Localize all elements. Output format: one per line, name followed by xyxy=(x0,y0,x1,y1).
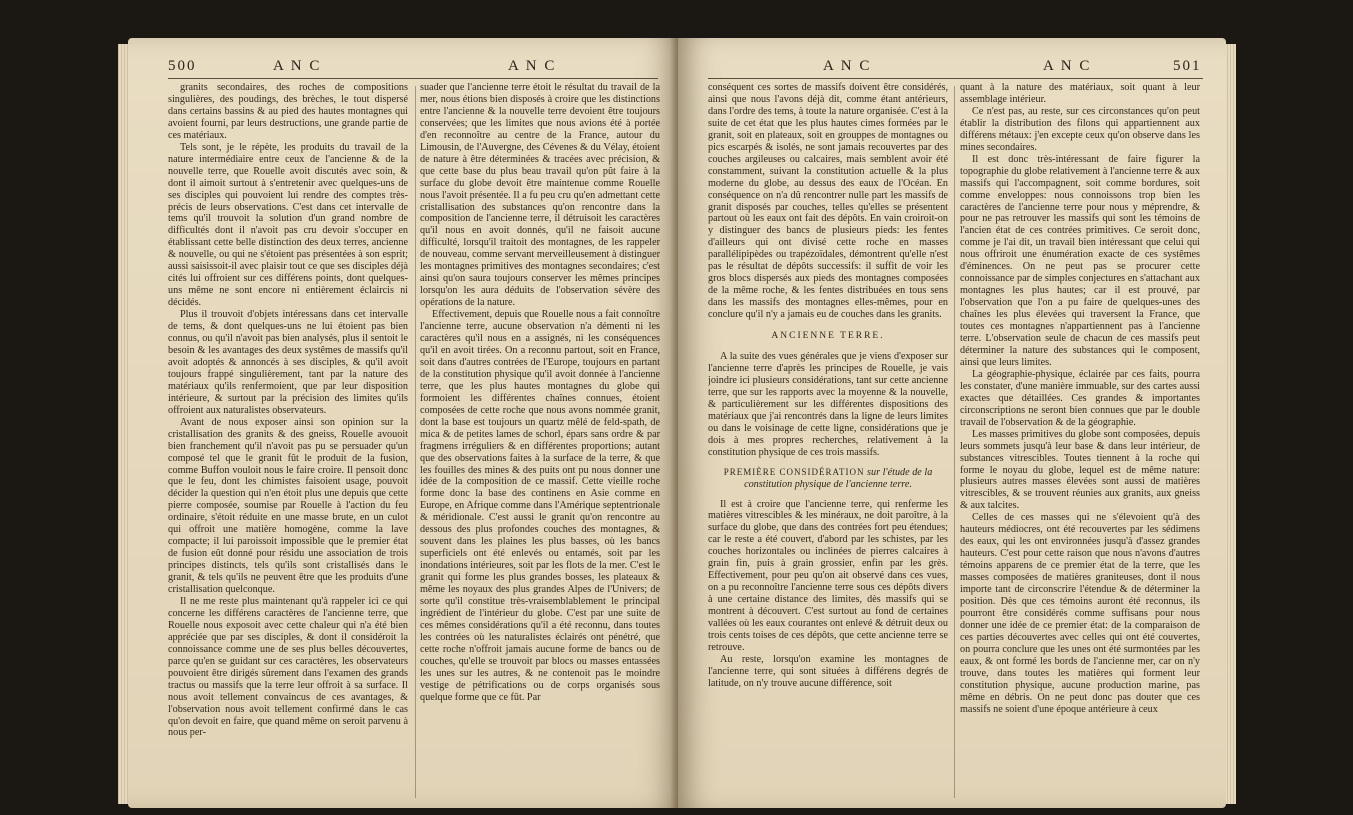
paragraph: Tels sont, je le répète, les produits du travail de la nature intermédiaire entre ceux de l'ancienne & de la nouvelle terre, que Rouelle avoit discutés avec soin, & dont il aimoit surtout à s'entretenir avec quelques-uns de ses disciples qui pouvoient lui rendre des comptes très-précis de leurs observations. C'est dans cet intervalle de tems qu'il trouvoit la solution d'un grand nombre de difficultés dont il n'avoit pas cru devoir s'occuper en établissant cette belle distinction des deux terres, ancienne & nouvelle, ou qui ne s'étoient pas présentées à son esprit; aussi saisissoit-il avec plaisir tout ce que ses disciples déjà cités lui offroient sur ces différens points, dont quelques-uns même ne sont encore ni entièrement éclaircis ni décidés. xyxy=(168,141,408,309)
page-number: 501 xyxy=(1173,58,1202,74)
left-page xyxy=(128,38,678,808)
header-rule xyxy=(708,78,1203,79)
paragraph: granits secondaires, des roches de compositions singulières, des poudings, des brèches, le tout dispersé dans certains bassins & au pied des hautes montagnes qui avoient fourni, par leurs destructions, une grande partie de ces matériaux. xyxy=(168,82,408,141)
text-column-4 xyxy=(960,82,1200,802)
paragraph: Il est à croire que l'ancienne terre, qui renferme les matières vitrescibles & les minéraux, ne doit paroître, à la surface du globe, que dans des contrées fort peu étendues; car le reste a été couvert, d'abord par les schistes, par les couches horizontales ou inclinées de pierres calcaires à grain fin, puis à grain grossier, enfin par les grès. Effectivement, pour peu qu'on ait observé dans ces vues, on a pu reconnoître l'ancienne terre sous ces dépôts divers à une certaine distance des limites, dès massifs qui se montrent à découvert. C'est surtout au fond de certaines vallées où les eaux courantes ont enlevé & détruit deux ou trois cents toises de ces dépôts, que cette ancienne terre se retrouve. xyxy=(708,498,948,653)
text-column-3 xyxy=(708,82,948,802)
header-rule xyxy=(168,78,658,79)
section-title: ANCIENNE TERRE. xyxy=(771,331,885,342)
paragraph: Plus il trouvoit d'objets intéressans dans cet intervalle de tems, & dont quelques-uns ne lui étoient pas bien connus, ou qu'il n'avoit pas bien analysés, plus il sentoit le besoin & les avantages des deux systêmes de massifs qu'il avoit adoptés & annoncés à ses disciples, & qu'il avoit toujours frappé singulièrement, tant par la nature des matériaux qu'ils renfermoient, que par leur disposition intérieure, & surtout par la précision des limites qu'ils offroient aux naturalistes observateurs. xyxy=(168,309,408,416)
paragraph: A la suite des vues générales que je viens d'exposer sur l'ancienne terre d'après les principes de Rouelle, je vais joindre ici plusieurs considérations, tant sur cette ancienne terre, que sur les rapports avec la moyenne & la nouvelle, & particulièrement sur les différentes dispositions des matériaux que j'ai rencontrés dans la ligne de leurs limites ou dans le voisinage de cette ligne, considérations que je dois à mes propres recherches, relativement à la constitution physique de ces trois massifs. xyxy=(708,351,948,458)
running-head: A N C xyxy=(273,58,322,74)
paragraph: Ce n'est pas, au reste, sur ces circonstances qu'on peut établir la distribution des filons qui appartiennent aux différens métaux: j'en excepte ceux qu'on observe dans les mines secondaires. xyxy=(960,105,1200,153)
page-number: 500 xyxy=(168,58,197,74)
text-column-2 xyxy=(420,82,660,802)
running-head: A N C xyxy=(508,58,557,74)
paragraph: suader que l'ancienne terre étoit le résultat du travail de la mer, nous étions bien disposés à croire que les distinctions entre l'ancienne & la nouvelle terre devoient être toujours conservées; que les limites que nous avions été à portée d'en reconnoître au centre de la France, autour du Limousin, de l'Auvergne, des Cévenes & du Vélay, étoient de nature à être déterminées & tracées avec précision, & que cette base du plus beau travail qu'on pût faire à la surface du globe devoit être maintenue comme Rouelle nous l'avoit présentée. Il a fu peu cru qu'en admettant cette cristallisation des substances qu'on rencontre dans la composition de l'ancienne terre, il détruisoit les caractères qu'il nous en avoit donnés, qu'il ne faisoit aucune difficulté, lorsqu'il traitoit des montagnes, de les rappeler de nouveau, comme servant merveilleusement à distinguer les montagnes primitives des montagnes secondaires; c'est ainsi qu'on saura toujours conserver les mêmes principes lorsqu'on les aura déduits de l'observation sévère des opérations de la nature. xyxy=(420,82,660,309)
paragraph: Il ne me reste plus maintenant qu'à rappeler ici ce qui concerne les différens caractères de l'ancienne terre, que Rouelle nous exposoit avec cette chaleur qui n'a été bien appréciée que par ses disciples, & dont il considéroit la connoissance comme une de ses plus belles découvertes, parce qu'en se guidant sur ces caractères, les observateurs pouvoient être dirigés sûrement dans l'examen des grands tractus ou massifs que la terre leur offroit à sa surface. Il nous avoit tellement convaincus de ces avantages, & l'observation nous avoit tellement confirmé dans le cas qu'on devoit en faire, que quand même on seroit parvenu à nous per- xyxy=(168,595,408,739)
subheading-text: sur l'étude de la constitution physique de l'ancienne terre. xyxy=(744,466,933,490)
text-column-1 xyxy=(168,82,408,802)
paragraph: Celles de ces masses qui ne s'élevoient qu'à des hauteurs médiocres, ont été recouvertes par les sédimens des eaux, qui les ont environnées jusqu'à d'assez grandes hauteurs. C'est pour cette raison que nous n'avons d'autres témoins apparens de ce premier état de la terre, que les masses composées de matières graniteuses, dont il nous importe tant de circonscrire l'étendue & de déterminer la position. Dès que ces témoins auront été reconnus, ils pourront être considérés comme suffisans pour nous donner une idée de ce premier état: de la comparaison de ces parties découvertes avec celles qui ont été couvertes, on pourra conclure que les unes ont été surmontées par les eaux, & ont formé les bords de l'ancienne mer, car on n'y trouve, dans toutes les matières qui forment leur constitution physique, aucune production marine, pas même en débris. On ne peut donc pas douter que ces massifs ne soient d'une époque antérieure à ceux xyxy=(960,512,1200,715)
paragraph: quant à la nature des matériaux, soit quant à leur assemblage intérieur. xyxy=(960,82,1200,105)
paragraph: Avant de nous exposer ainsi son opinion sur la cristallisation des granits & des gneiss, Rouelle avouoit bien franchement qu'il n'avoit pas pu se persuader qu'un composé tel que le granit fût le produit de la fusion, comme Buffon vouloit nous le faire croire. Il pensoit donc que le feu, dont les chimistes faisoient usage, pouvoit décider la question qui n'en étoit plus une depuis que cette pierre composée, soumise par Rouelle à l'action du feu ordinaire, s'étoit réduite en une masse brute, en un culot qui offroit une matière homogène, comme la lave compacte; il lui paroissoit impossible que le premier état de fusion eût donné pour résidu une association de trois principes distincts, tels qu'ils sont cristallisés dans le granit, & tels qu'ils ne peuvent être que les produits d'une cristallisation quelconque. xyxy=(168,416,408,596)
running-head: A N C xyxy=(1043,58,1092,74)
subheading xyxy=(714,467,942,491)
column-divider xyxy=(415,86,416,798)
subheading-caps: PREMIÈRE CONSIDÉRATION xyxy=(723,466,865,477)
paragraph: Il est donc très-intéressant de faire figurer la topographie du globe relativement à l'ancienne terre & aux massifs qui l'accompagnent, soit comme bordures, soit comme enveloppes: nous connoissons trop bien les caractères de l'ancienne terre pour nous y méprendre, & pour ne pas retrouver les massifs qui sont les témoins de l'ancien état de ces contrées primitives. Ce seroit donc, comme je l'ai dit, un travail bien intéressant que celui qui nous offriroit une énumération exacte de ces systêmes d'éminences. On ne peut pas se procurer cette connoissance par de simples conjectures en s'attachant aux montagnes les plus hautes; car il est prouvé, par l'observation que l'on a pu faire de quelques-unes des chaînes les plus élevées qui traversent la France, que toutes ces montagnes n'appartiennent pas à l'ancienne terre. L'observation seule de chacun de ces massifs peut déterminer la nature des substances qui le composent, ainsi que leurs limites. xyxy=(960,153,1200,368)
column-divider xyxy=(954,86,955,798)
paragraph: Au reste, lorsqu'on examine les montagnes de l'ancienne terre, qui sont situées à différens degrés de latitude, on n'y trouve aucune différence, soit xyxy=(708,653,948,689)
paragraph: conséquent ces sortes de massifs doivent être considérés, ainsi que nous l'avons déjà dit, comme étant antérieurs, dans l'ordre des tems, à toute la nature organisée. C'est à la suite de cet état que les plus hautes cimes formées par le granit, soit en plateaux, soit en grouppes de montagnes ou pics escarpés & isolés, ne sont jamais recouvertes par des couches argileuses ou calcaires, mais semblent avoir été constamment, suivant la constitution actuelle & la plus moderne du globe, au dessus des eaux de l'Océan. En conséquence on n'a dû rencontrer nulle part les massifs de granit disposés par couches, telles qu'elles se présentent partout où les eaux ont fait des dépôts. En vain croiroit-on y distinguer des bancs de plusieurs pieds: les fentes d'ailleurs qui ont divisé cette roche en masses parallélipipèdes ou trapézoïdales, démontrent qu'elle n'est pas le résultat de dépôts successifs: il suffit de voir les gros blocs dispersés aux pieds des montagnes composées de la même roche, & les fentes distribuées en tous sens dans les massifs des montagnes elles-mêmes, pour en conclure qu'il n'y a jamais eu de couches dans les granits. xyxy=(708,82,948,321)
running-head: A N C xyxy=(823,58,872,74)
paragraph: Les masses primitives du globe sont composées, depuis leurs sommets jusqu'à leur base & dans leur intérieur, de substances vitrescibles. Toutes tiennent à la roche qui forme le noyau du globe, lequel est de même nature: plusieurs autres masses élevées sont aussi de matières vitrescibles, & se trouvent réunies aux granits, aux gneiss & aux talcites. xyxy=(960,428,1200,512)
paragraph: La géographie-physique, éclairée par ces faits, pourra les constater, d'une manière immuable, sur des cartes aussi exactes que détaillées. Ces grandes & importantes circonscriptions ne seront bien connues que par le double travail de l'observation & de la géographie. xyxy=(960,368,1200,428)
right-page xyxy=(678,38,1226,808)
paragraph: Effectivement, depuis que Rouelle nous a fait connoître l'ancienne terre, aucune observation n'a démenti ni les caractères qu'il nous en a assignés, ni les conséquences qu'il en avoit tirées. On a reconnu partout, soit en France, soit dans d'autres contrées de l'Europe, toujours en partant de la constitution physique qu'il avoit donnée à l'ancienne terre, que les plus hautes montagnes du globe qui formoient les différentes chaînes connues, étoient composées de cette roche que nous avons nommée granit, dont la base est toujours un quartz mêlé de feld-spath, de mica & de petites lames de schorl, épars sans ordre & par fragmens irréguliers & en différentes proportions; autant que des observations faites à la surface de la terre, & que les fouilles des mines & des puits ont pu nous donner une idée de la composition de ce massif. Cette vieille roche forme donc la base des continens en Asie comme en Europe, en Afrique comme dans l'Amérique septentrionale & méridionale. C'est aussi le granit qu'on rencontre au dessous des plus profondes couches des montagnes, & souvent dans les plaines les plus basses, où les bancs superficiels ont été enlevés ou entamés, soit par les inondations intérieures, soit par les flots de la mer. C'est le granit qui forme les plus grandes bosses, les plateaux & même les noyaux des plus grandes Alpes de l'Univers; de sorte qu'il constitue très-vraisemblablement le principal ingrédient de l'intérieur du globe. C'est par une suite de ces mêmes considérations qu'il a été reconnu, dans toutes les contrées où les naturalistes éclairés ont pénétré, que cette roche n'offroit jamais aucune forme de bancs ou de couches, qu'elle se trouvoit par blocs ou masses entassées les unes sur les autres, & ne contenoit pas le moindre vestige de pétrifications ou de corps organisés sous quelque forme que ce fût. Par xyxy=(420,309,660,703)
